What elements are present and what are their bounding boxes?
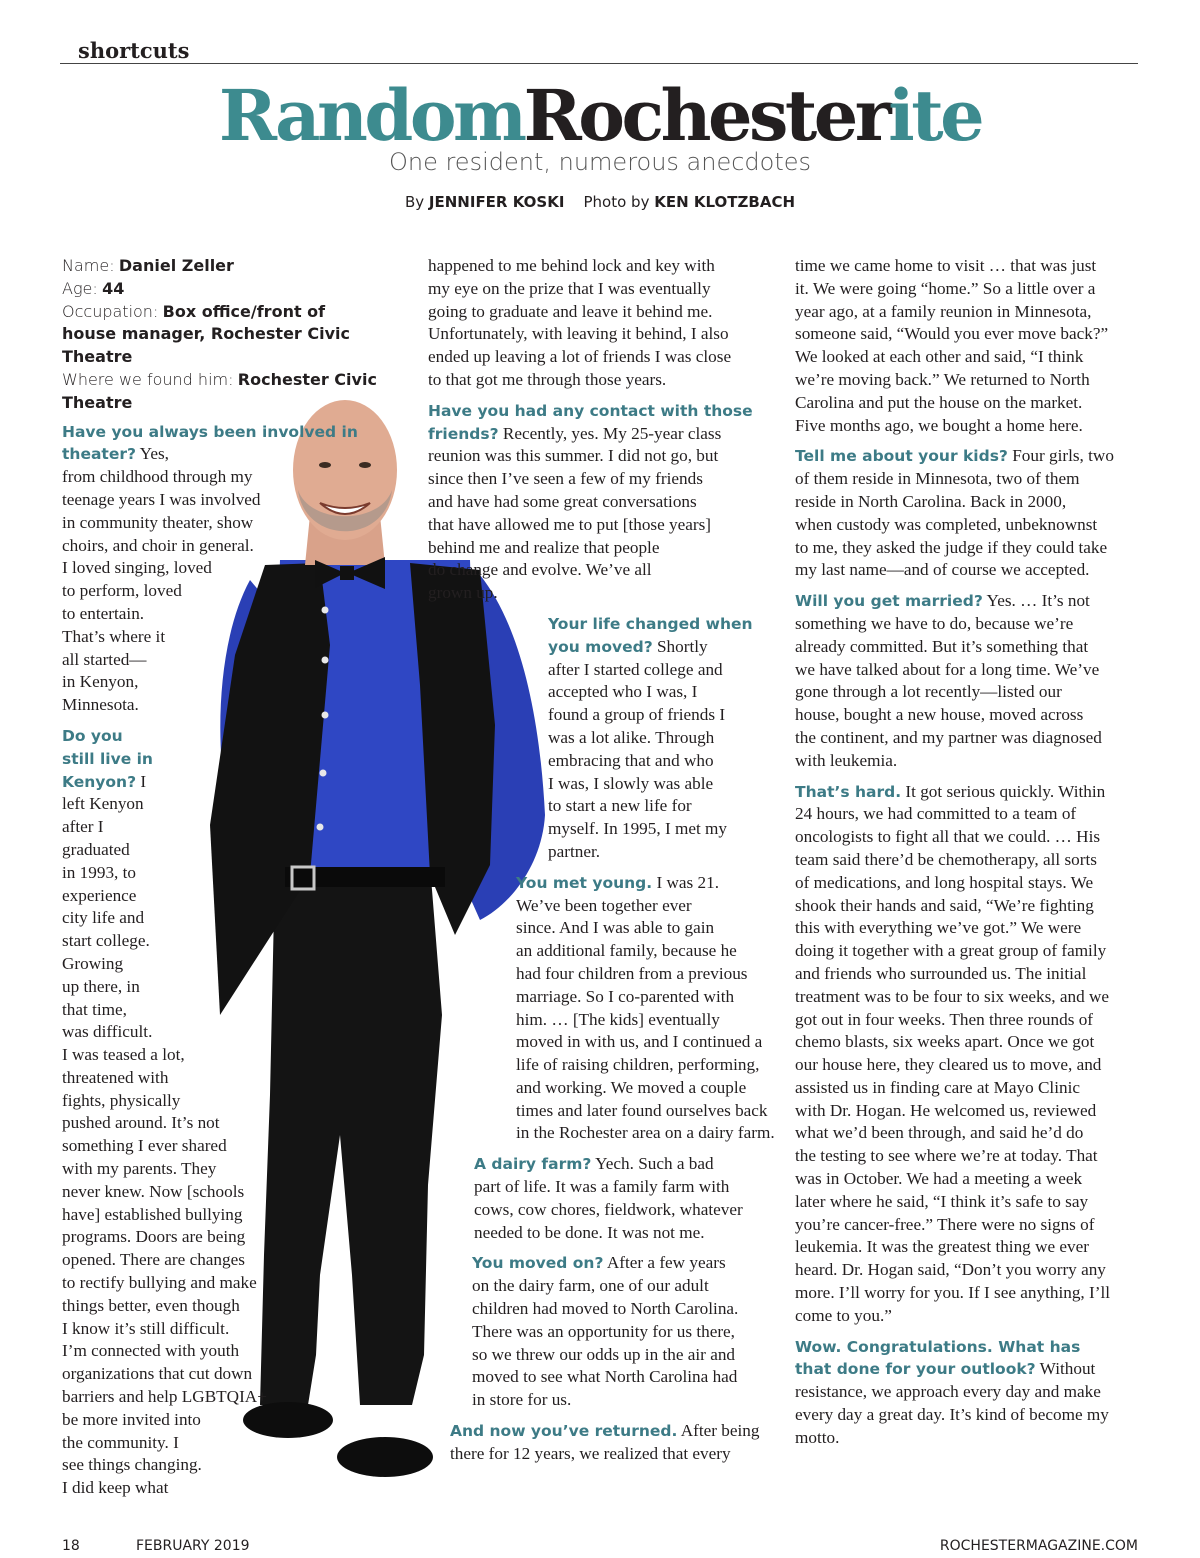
qa-kenyon — [62, 725, 382, 1500]
qa-returned — [428, 1420, 778, 1466]
question: You met young. — [516, 873, 653, 892]
qa-hard — [795, 781, 1145, 1328]
answer: Yes. … It’s not something we have to do, because we’re already committed. But it’s something that we have talked about for a long time. We’ve gone through a lot recently—listed our house, bought a new house, moved across the continent, and my partner was diagnosed with leukemia. — [795, 591, 1102, 770]
masthead-part-rochester: Rochester — [523, 74, 889, 157]
question: You moved on? — [472, 1254, 604, 1273]
column-1 — [62, 255, 382, 1508]
profile-name-label: Name: — [62, 256, 115, 275]
header-rule — [60, 63, 1138, 64]
question: Tell me about your kids? — [795, 447, 1008, 466]
page-number: 18 — [62, 1538, 80, 1554]
section-label: shortcuts — [78, 38, 190, 63]
answer: Yech. Such a bad part of life. It was a family farm with cows, cow chores, fieldwork, whatever needed to be done. It was not me. — [474, 1154, 743, 1242]
answer: After being there for 12 years, we realized that every — [450, 1421, 760, 1463]
question: Have you always been involved in theater? — [62, 422, 358, 464]
question: Do you still live in Kenyon? — [62, 726, 153, 791]
column-3 — [795, 255, 1145, 1458]
question: And now you’ve returned. — [450, 1422, 678, 1441]
byline-photo-by: Photo by — [583, 193, 650, 211]
answer: Yes, from childhood through my teenage years I was involved in community theater, show choirs, and choir in general. I loved singing, loved to perform, loved to entertain. That’s where it all started— in Kenyon, Minnesota. — [62, 444, 261, 715]
question: A dairy farm? — [474, 1155, 592, 1174]
answer: After a few years on the dairy farm, one of our adult children had moved to North Carolina. There was an opportunity for us there, so we threw our odds up in the air and moved to see what North Carolina had in store for us. — [472, 1253, 739, 1410]
column-2 — [428, 255, 778, 1474]
masthead-title — [0, 76, 1200, 156]
question: Your life changed when you moved? — [548, 614, 753, 656]
question: Will you get married? — [795, 592, 983, 611]
answer: I was 21. We’ve been together ever since. And I was able to gain an additional family, because he had four children from a previous marriage. So I co-parented with him. … [The kids] eventually moved in with us, and I continued a life of raising children, performing, and working. We moved a couple times and later found ourselves back in the Rochester area on a dairy farm. — [516, 872, 775, 1143]
question: Have you had any contact with those friends? — [428, 401, 753, 443]
qa-life-changed — [428, 613, 778, 864]
byline-by: By — [404, 193, 425, 211]
website: ROCHESTERMAGAZINE.COM — [939, 1538, 1138, 1554]
answer: Shortly after I started college and accepted who I was, I found a group of friends I was a lot alike. Through embracing that and who I was, I slowly was able to start a new life for myself. In 1995, I met my partner. — [548, 636, 728, 861]
byline-photographer: KEN KLOTZBACH — [654, 193, 796, 211]
qa-met-young — [428, 872, 778, 1146]
subtitle: One resident, numerous anecdotes — [388, 148, 812, 176]
profile-occupation: Box office/front of house manager, Rochester Civic Theatre — [62, 301, 351, 367]
continued-text: time we came home to visit … that was just it. We were going “home.” So a little over a year ago, at a family reunion in Minnesota, someone said, “Would you ever move back?” We looked at each other and said, “I think we’re moving back.” We returned to North Carolina and put the house on the market. Five months ago, we bought a home here. — [795, 256, 1109, 435]
qa-dairy-farm — [428, 1153, 778, 1244]
masthead-part-random: Random — [218, 74, 524, 157]
byline-author: JENNIFER KOSKI — [428, 193, 565, 211]
answer: Recently, yes. My 25-year class reunion was this summer. I did not go, but since then I’ve seen a few of my friends and have had some great conversations that have allowed me to put [those years] behind me and realize that people do change and evolve. We’ve all grown up. — [428, 423, 722, 603]
qa-outlook — [795, 1336, 1145, 1450]
answer: Four girls, two of them reside in Minnesota, two of them reside in North Carolina. Back in 2000, when custody was completed, unbeknownst to me, they asked the judge if they could take my last name—and of course we accepted. — [795, 446, 1114, 580]
profile-found: Rochester Civic Theatre — [62, 369, 377, 412]
continued-text: happened to me behind lock and key with my eye on the prize that I was eventually going to graduate and leave it behind me. Unfortunately, with leaving it behind, I also ended up leaving a lot of friends I was close to that got me through those years. — [428, 256, 732, 389]
byline — [0, 193, 1200, 211]
qa-friends — [428, 400, 778, 605]
profile-name: Daniel Zeller — [118, 256, 234, 275]
question: Wow. Congratulations. What has that done for your outlook? — [795, 1337, 1081, 1379]
profile-age-label: Age: — [62, 278, 98, 298]
answer: Without resistance, we approach every day and make every day a great day. It’s kind of become my motto. — [795, 1359, 1109, 1447]
profile-found-label: Where we found him: — [62, 369, 234, 389]
qa-moved-on — [428, 1252, 778, 1412]
profile-age: 44 — [102, 278, 125, 298]
profile-occupation-label: Occupation: — [62, 301, 159, 321]
qa-theater — [62, 421, 382, 717]
answer: I left Kenyon after I graduated in 1993, to experience city life and start college. Growing up there, in that time, was difficult. I was teased a lot, threatened with fights, physically pushed around. It’s not something I ever shared with my parents. They never knew. Now [schools have] established bullying programs. Doors are being opened. There are changes to rectify bullying and make things better, even though I know it’s still difficult. I’m connected with youth organizations that cut down barriers and help LGBTQIA+ be more invited into the community. I see things changing. I did keep what — [62, 771, 267, 1498]
answer: It got serious quickly. Within 24 hours, we had committed to a team of oncologists to fight all that we could. … His team said there’d be chemotherapy, all sorts of medications, and long hospital stays. We shook their hands and said, “We’re fighting this with everything we’ve got.” We were doing it together with a great group of family and friends who surrounded us. The initial treatment was to be four to six weeks, and we got out in four weeks. Then three rounds of chemo blasts, six weeks apart. Once we got our house here, they cleared us to move, and assisted us in finding care at Mayo Clinic with Dr. Hogan. He welcomed us, reviewed what we’d been through, and said he’d do the testing to see where we’re at today. That was in October. We had a meeting a week later where he said, “I think it’s safe to say you’re cancer-free.” There were no signs of leukemia. It was the greatest thing we ever heard. Dr. Hogan said, “Don’t you worry any more. I’ll worry for you. If I see anything, I’ll come to you.” — [795, 781, 1111, 1325]
question: That’s hard. — [795, 782, 902, 801]
qa-married — [795, 590, 1145, 772]
qa-kids — [795, 445, 1145, 582]
masthead-part-ite: ite — [888, 74, 982, 157]
issue-date: FEBRUARY 2019 — [136, 1538, 250, 1554]
